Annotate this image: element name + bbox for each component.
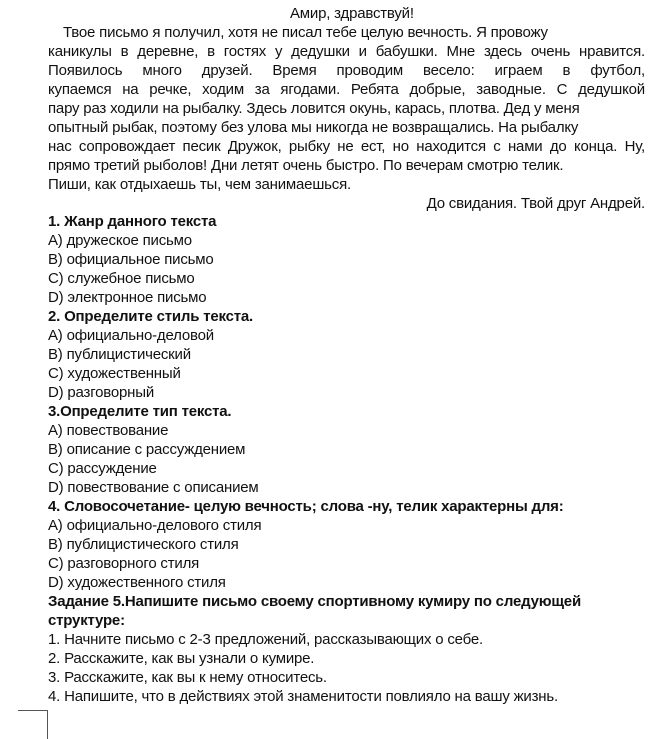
answer-option: С) рассуждение xyxy=(48,460,157,477)
task5-title: Задание 5.Напишите письмо своему спортивному кумиру по следующей xyxy=(48,593,581,610)
answer-option: А) официально-делового стиля xyxy=(48,517,262,534)
letter-greeting: Амир, здравствуй! xyxy=(290,5,414,22)
answer-option: С) художественный xyxy=(48,365,181,382)
answer-option: В) описание с рассуждением xyxy=(48,441,246,458)
task5-title-cont: структуре: xyxy=(48,612,125,629)
letter-line: купаемся на речке, ходим за ягодами. Ребята добрые, заводные. С дедушкой xyxy=(48,81,645,98)
question-title: 3.Определите тип текста. xyxy=(48,403,232,420)
page-corner-mark xyxy=(18,710,48,711)
task5-item: 1. Начните письмо с 2-3 предложений, рассказывающих о себе. xyxy=(48,631,483,648)
question-title: 2. Определите стиль текста. xyxy=(48,308,254,325)
answer-option: D) электронное письмо xyxy=(48,289,207,306)
answer-option: В) публицистического стиля xyxy=(48,536,239,553)
letter-line: опытный рыбак, поэтому без улова мы никогда не возвращались. На рыбалку xyxy=(48,119,579,136)
answer-option: А) дружеское письмо xyxy=(48,232,192,249)
task5-item: 2. Расскажите, как вы узнали о кумире. xyxy=(48,650,315,667)
answer-option: С) разговорного стиля xyxy=(48,555,200,572)
answer-option: D) художественного стиля xyxy=(48,574,226,591)
letter-line: Появилось много друзей. Время проводим весело: играем в футбол, xyxy=(48,62,645,79)
task5-item: 3. Расскажите, как вы к нему относитесь. xyxy=(48,669,327,686)
answer-option: D) повествование с описанием xyxy=(48,479,259,496)
answer-option: В) официальное письмо xyxy=(48,251,214,268)
answer-option: В) публицистический xyxy=(48,346,191,363)
answer-option: А) официально-деловой xyxy=(48,327,214,344)
answer-option: С) служебное письмо xyxy=(48,270,195,287)
letter-line: пару раз ходили на рыбалку. Здесь ловится окунь, карась, плотва. Дед у меня xyxy=(48,100,580,117)
letter-line: прямо третий рыболов! Дни летят очень быстро. По вечерам смотрю телик. xyxy=(48,157,564,174)
question-title: 1. Жанр данного текста xyxy=(48,213,217,230)
letter-line: нас сопровождает песик Дружок, рыбку не ест, но находится с нами до конца. Ну, xyxy=(48,138,645,155)
task5-item: 4. Напишите, что в действиях этой знаменитости повлияло на вашу жизнь. xyxy=(48,688,558,705)
question-title: 4. Словосочетание- целую вечность; слова -ну, телик характерны для: xyxy=(48,498,564,515)
answer-option: А) повествование xyxy=(48,422,169,439)
page-corner-mark xyxy=(47,710,48,739)
answer-option: D) разговорный xyxy=(48,384,155,401)
letter-line: Твое письмо я получил, хотя не писал тебе целую вечность. Я провожу xyxy=(63,24,548,41)
letter-line: Пиши, как отдыхаешь ты, чем занимаешься. xyxy=(48,176,351,193)
letter-line: каникулы в деревне, в гостях у дедушки и бабушки. Мне здесь очень нравится. xyxy=(48,43,645,60)
letter-closing: До свидания. Твой друг Андрей. xyxy=(426,195,645,212)
